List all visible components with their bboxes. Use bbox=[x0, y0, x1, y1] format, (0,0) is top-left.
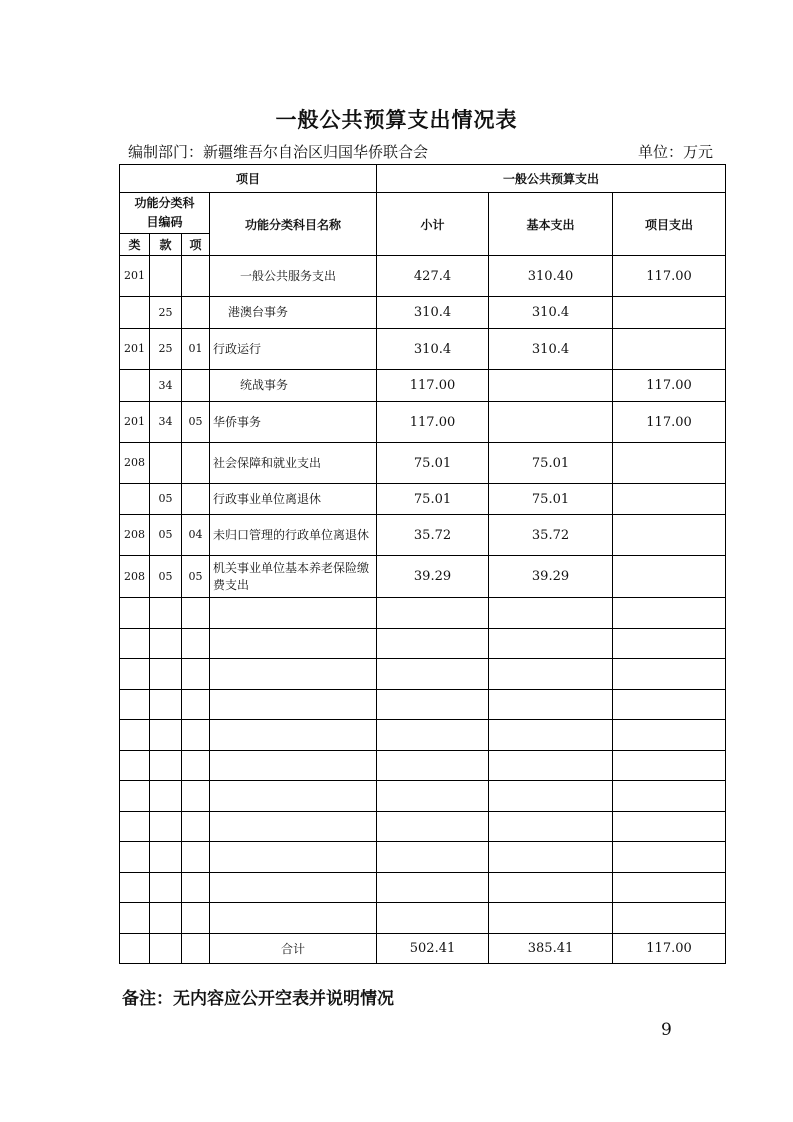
total-subtotal: 502.41 bbox=[377, 934, 489, 964]
cell-basic: 35.72 bbox=[489, 515, 613, 556]
cell-xiang: 05 bbox=[182, 402, 210, 443]
cell-basic: 310.4 bbox=[489, 329, 613, 370]
header-subtotal: 小计 bbox=[377, 193, 489, 256]
empty-row bbox=[120, 598, 726, 629]
cell-subtotal: 310.4 bbox=[377, 297, 489, 329]
cell-subtotal: 310.4 bbox=[377, 329, 489, 370]
cell-kuan bbox=[150, 443, 182, 484]
empty-row bbox=[120, 629, 726, 659]
cell-project bbox=[613, 556, 726, 598]
header-kuan: 款 bbox=[150, 234, 182, 256]
header-basic: 基本支出 bbox=[489, 193, 613, 256]
cell-project: 117.00 bbox=[613, 256, 726, 297]
header-func-name: 功能分类科目名称 bbox=[210, 193, 377, 256]
header-project-exp: 项目支出 bbox=[613, 193, 726, 256]
empty-row bbox=[120, 720, 726, 751]
cell-name: 一般公共服务支出 bbox=[210, 256, 377, 297]
cell-xiang bbox=[182, 484, 210, 515]
cell-project: 117.00 bbox=[613, 370, 726, 402]
cell-basic bbox=[489, 370, 613, 402]
cell-kuan: 05 bbox=[150, 515, 182, 556]
cell-project bbox=[613, 443, 726, 484]
table-row bbox=[120, 256, 726, 297]
cell-basic: 75.01 bbox=[489, 484, 613, 515]
remark-note: 备注：无内容应公开空表并说明情况 bbox=[122, 989, 394, 1009]
cell-basic: 75.01 bbox=[489, 443, 613, 484]
total-row bbox=[120, 934, 726, 964]
header-xiang: 项 bbox=[182, 234, 210, 256]
cell-kuan bbox=[150, 256, 182, 297]
unit-label: 单位：万元 bbox=[638, 143, 714, 161]
empty-row bbox=[120, 812, 726, 842]
cell-subtotal: 117.00 bbox=[377, 402, 489, 443]
cell-lei: 201 bbox=[120, 329, 150, 370]
cell-subtotal: 427.4 bbox=[377, 256, 489, 297]
cell-xiang: 05 bbox=[182, 556, 210, 598]
cell-lei: 208 bbox=[120, 443, 150, 484]
empty-row bbox=[120, 873, 726, 903]
cell-subtotal: 39.29 bbox=[377, 556, 489, 598]
cell-kuan: 34 bbox=[150, 370, 182, 402]
table-row bbox=[120, 515, 726, 556]
table-row bbox=[120, 329, 726, 370]
cell-project bbox=[613, 484, 726, 515]
cell-xiang bbox=[182, 256, 210, 297]
empty-row bbox=[120, 781, 726, 812]
empty-row bbox=[120, 903, 726, 934]
cell-name: 统战事务 bbox=[210, 370, 377, 402]
header-row-2 bbox=[120, 193, 726, 234]
header-row-1 bbox=[120, 165, 726, 193]
cell-project bbox=[613, 297, 726, 329]
cell-lei bbox=[120, 297, 150, 329]
empty-row bbox=[120, 842, 726, 873]
header-func-code: 功能分类科目编码 bbox=[120, 193, 210, 234]
cell-name: 港澳台事务 bbox=[210, 297, 377, 329]
cell-kuan: 05 bbox=[150, 556, 182, 598]
cell-lei: 208 bbox=[120, 556, 150, 598]
cell-project bbox=[613, 329, 726, 370]
table-row bbox=[120, 556, 726, 598]
cell-lei bbox=[120, 484, 150, 515]
cell-kuan: 25 bbox=[150, 329, 182, 370]
table-row bbox=[120, 443, 726, 484]
cell-lei: 201 bbox=[120, 402, 150, 443]
table-row bbox=[120, 402, 726, 443]
cell-basic bbox=[489, 402, 613, 443]
cell-name: 未归口管理的行政单位离退休 bbox=[210, 515, 377, 556]
cell-xiang bbox=[182, 370, 210, 402]
cell-subtotal: 117.00 bbox=[377, 370, 489, 402]
total-project: 117.00 bbox=[613, 934, 726, 964]
department-label: 编制部门：新疆维吾尔自治区归国华侨联合会 bbox=[128, 143, 429, 161]
header-expenditure: 一般公共预算支出 bbox=[377, 165, 726, 193]
cell-subtotal: 75.01 bbox=[377, 443, 489, 484]
cell-xiang bbox=[182, 297, 210, 329]
cell-kuan: 25 bbox=[150, 297, 182, 329]
budget-table bbox=[119, 164, 726, 964]
cell-xiang: 01 bbox=[182, 329, 210, 370]
cell-kuan: 05 bbox=[150, 484, 182, 515]
cell-subtotal: 35.72 bbox=[377, 515, 489, 556]
cell-project: 117.00 bbox=[613, 402, 726, 443]
empty-row bbox=[120, 659, 726, 690]
cell-lei: 208 bbox=[120, 515, 150, 556]
table-row bbox=[120, 297, 726, 329]
cell-kuan: 34 bbox=[150, 402, 182, 443]
header-project: 项目 bbox=[120, 165, 377, 193]
page-title: 一般公共预算支出情况表 bbox=[275, 108, 518, 132]
page-number: 9 bbox=[661, 1020, 672, 1040]
cell-basic: 39.29 bbox=[489, 556, 613, 598]
cell-basic: 310.4 bbox=[489, 297, 613, 329]
empty-row bbox=[120, 690, 726, 720]
cell-lei: 201 bbox=[120, 256, 150, 297]
cell-name: 行政事业单位离退休 bbox=[210, 484, 377, 515]
cell-lei bbox=[120, 370, 150, 402]
cell-name: 行政运行 bbox=[210, 329, 377, 370]
cell-name: 社会保障和就业支出 bbox=[210, 443, 377, 484]
table-row bbox=[120, 370, 726, 402]
cell-xiang bbox=[182, 443, 210, 484]
empty-row bbox=[120, 751, 726, 781]
cell-basic: 310.40 bbox=[489, 256, 613, 297]
header-lei: 类 bbox=[120, 234, 150, 256]
cell-subtotal: 75.01 bbox=[377, 484, 489, 515]
cell-project bbox=[613, 515, 726, 556]
cell-name: 华侨事务 bbox=[210, 402, 377, 443]
total-label: 合计 bbox=[210, 934, 377, 964]
cell-name: 机关事业单位基本养老保险缴费支出 bbox=[210, 556, 377, 598]
table-row bbox=[120, 484, 726, 515]
total-basic: 385.41 bbox=[489, 934, 613, 964]
cell-xiang: 04 bbox=[182, 515, 210, 556]
